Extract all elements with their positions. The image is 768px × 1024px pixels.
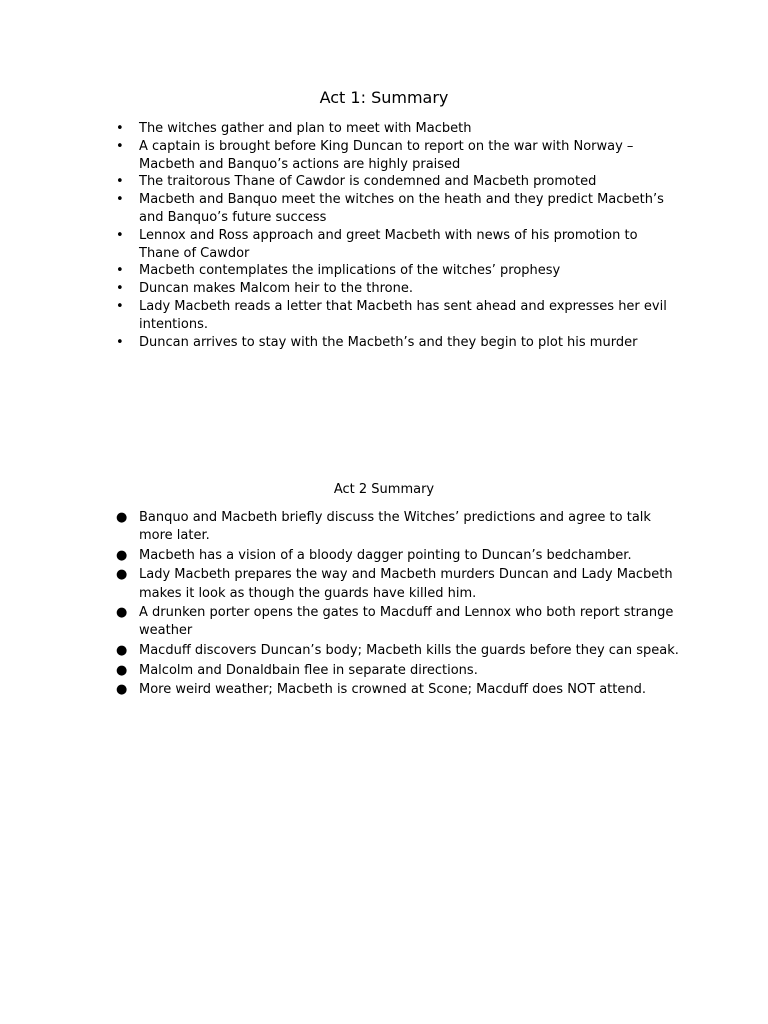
list-item: • The witches gather and plan to meet with Macbeth <box>116 121 472 136</box>
bullet-icon: • <box>116 174 124 190</box>
bullet-icon: ● <box>116 682 128 698</box>
act1-bullet-list <box>0 120 768 351</box>
list-item: • Lennox and Ross approach and greet Macbeth with news of his promotion to Thane of Cawdor <box>116 227 638 261</box>
bullet-icon: • <box>116 121 124 136</box>
list-item: ● Macbeth has a vision of a bloody dagger pointing to Duncan’s bedchamber. <box>0 547 679 565</box>
bullet-icon: ● <box>116 662 128 678</box>
list-item: • Duncan arrives to stay with the Macbeth’s and they begin to plot his murder <box>116 334 638 350</box>
bullet-icon: • <box>116 138 124 154</box>
list-item: ● Macduff discovers Duncan’s body; Macbeth kills the guards before they can speak. <box>0 642 679 660</box>
bullet-icon: ● <box>116 605 128 621</box>
bullet-icon: • <box>116 263 124 279</box>
list-item: ● Banquo and Macbeth briefly discuss the Witches’ predictions and agree to talk more later. <box>116 510 651 544</box>
bullet-icon: • <box>116 227 124 243</box>
bullet-icon: ● <box>116 642 128 658</box>
bullet-icon: • <box>116 281 124 297</box>
list-item: ● More weird weather; Macbeth is crowned at Scone; Macduff does NOT attend. <box>0 681 679 699</box>
bullet-icon: ● <box>116 510 128 525</box>
act2-bullet-list <box>0 509 768 701</box>
list-item: ● Lady Macbeth prepares the way and Macbeth murders Duncan and Lady Macbeth makes it look as though the guards have killed him. <box>116 567 673 601</box>
bullet-icon: ● <box>116 547 128 563</box>
list-item: • The traitorous Thane of Cawdor is condemned and Macbeth promoted <box>116 174 597 190</box>
act2-heading: Act 2 Summary <box>333 482 435 497</box>
bullet-icon: • <box>116 192 124 208</box>
bullet-icon: ● <box>116 567 128 583</box>
act1-heading: Act 1: Summary <box>319 88 449 107</box>
list-item: • Macbeth and Banquo meet the witches on the heath and they predict Macbeth’s and Banquo’s future success <box>116 192 664 225</box>
list-item: • A captain is brought before King Duncan to report on the war with Norway – Macbeth and Banquo’s actions are highly praised <box>116 138 634 172</box>
list-item: • Macbeth contemplates the implications of the witches’ prophesy <box>116 263 561 279</box>
list-item: • Lady Macbeth reads a letter that Macbeth has sent ahead and expresses her evil intentions. <box>116 298 667 332</box>
list-item: ● A drunken porter opens the gates to Macduff and Lennox who both report strange weather <box>116 605 674 639</box>
bullet-icon: • <box>116 298 124 314</box>
bullet-icon: • <box>116 334 124 350</box>
list-item: • Duncan makes Malcom heir to the throne. <box>116 281 413 297</box>
list-item: ● Malcolm and Donaldbain flee in separate directions. <box>0 662 679 680</box>
